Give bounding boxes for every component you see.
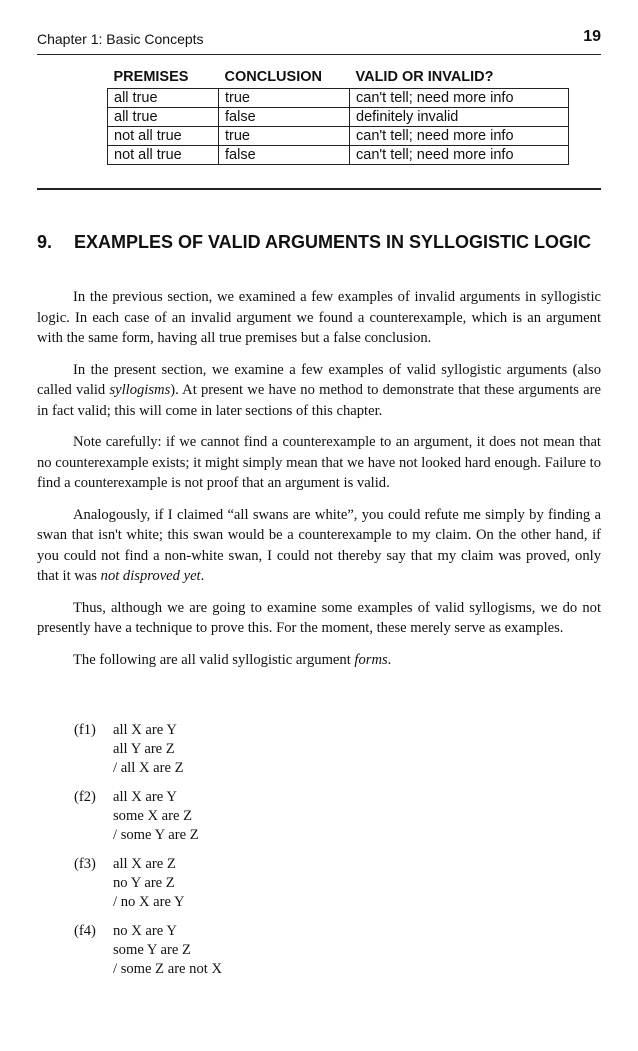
paragraph [37, 505, 601, 587]
form-label: (f4) [74, 923, 96, 939]
argument-form-f4 [74, 922, 374, 979]
premise-line: no Y are Z [113, 875, 175, 891]
section-title: EXAMPLES OF VALID ARGUMENTS IN SYLLOGISTIC LOGIC [74, 232, 592, 252]
paragraph: Note carefully: if we cannot find a counterexample to an argument, it does not mean that no counterexample exists; it might simply mean that we have not looked hard enough. Failure to find a counterexample is not proof that an argument is valid. [37, 434, 601, 491]
emphasis: forms [354, 651, 388, 668]
emphasis: syllogisms [109, 382, 171, 398]
paragraph [37, 650, 601, 671]
paragraph: In the previous section, we examined a few examples of invalid arguments in syllogistic logic. In each case of an invalid argument we found a counterexample, which is an argument with the same form, having all true premises but a false conclusion. [37, 289, 601, 346]
table-cell: definitely invalid [350, 108, 569, 127]
table-cell: not all true [108, 146, 219, 165]
chapter-title: Chapter 1: Basic Concepts [37, 31, 204, 47]
text-run: . [200, 568, 205, 584]
form-label: (f3) [74, 856, 96, 872]
premise-line: some X are Z [113, 808, 193, 824]
table-cell: all true [108, 89, 219, 108]
premise-line: some Y are Z [113, 942, 191, 958]
conclusion-line: / no X are Y [113, 894, 185, 910]
premise-line: all Y are Z [113, 741, 175, 757]
conclusion-line: / all X are Z [113, 760, 184, 776]
argument-form-f2 [74, 788, 374, 845]
argument-form-f3 [74, 855, 374, 912]
paragraph: Thus, although we are going to examine some examples of valid syllogisms, we do not presently have a technique to prove this. For the moment, these merely serve as examples. [37, 599, 601, 636]
table-cell: true [219, 127, 350, 146]
conclusion-line: / some Y are Z [113, 827, 199, 843]
text-run: ). At present we have no method to demonstrate that these arguments are in fact valid; this will come in later sections of this chapter. [37, 382, 601, 419]
text-run: Analogously, if I claimed “all swans are white”, you could refute me simply by finding a swan that isn't white; this swan would be a counterexample to my claim. On the other hand, if you could not find a non-white swan, I could not thereby say that my claim was proved, only that it was [37, 506, 601, 584]
table-row [108, 89, 569, 108]
argument-form-f1 [74, 721, 374, 778]
table-cell: true [219, 89, 350, 108]
premise-line: all X are Z [113, 856, 176, 872]
page-number: 19 [583, 28, 601, 45]
section-number: 9. [37, 232, 53, 252]
section-divider [37, 188, 601, 190]
argument-forms-list [74, 721, 374, 989]
column-header-premises: PREMISES [113, 69, 189, 85]
table-cell: can't tell; need more info [350, 146, 569, 165]
validity-table [107, 66, 569, 165]
table-cell: can't tell; need more info [350, 89, 569, 108]
text-run: In the present section, we examine a few examples of valid syllogistic arguments (also called valid [37, 361, 601, 398]
table-row [108, 127, 569, 146]
table-cell: can't tell; need more info [350, 127, 569, 146]
conclusion-line: / some Z are not X [113, 961, 223, 977]
column-header-validity: VALID OR INVALID? [355, 69, 494, 85]
column-header-conclusion: CONCLUSION [224, 69, 322, 85]
text-run: The following are all valid syllogistic argument [73, 651, 355, 668]
running-header [37, 28, 601, 55]
premise-line: all X are Y [113, 722, 177, 738]
emphasis: not disproved yet [100, 568, 201, 584]
section-heading [37, 230, 601, 255]
form-label: (f2) [74, 789, 96, 805]
text-run: . [387, 651, 392, 668]
table-cell: all true [108, 108, 219, 127]
paragraph [37, 360, 601, 422]
table-cell: false [219, 108, 350, 127]
form-label: (f1) [74, 722, 96, 738]
premise-line: all X are Y [113, 789, 177, 805]
table-row [108, 108, 569, 127]
body-text [37, 287, 601, 681]
table-header-row [108, 66, 569, 89]
table-cell: false [219, 146, 350, 165]
table-cell: not all true [108, 127, 219, 146]
table-row [108, 146, 569, 165]
premise-line: no X are Y [113, 923, 177, 939]
